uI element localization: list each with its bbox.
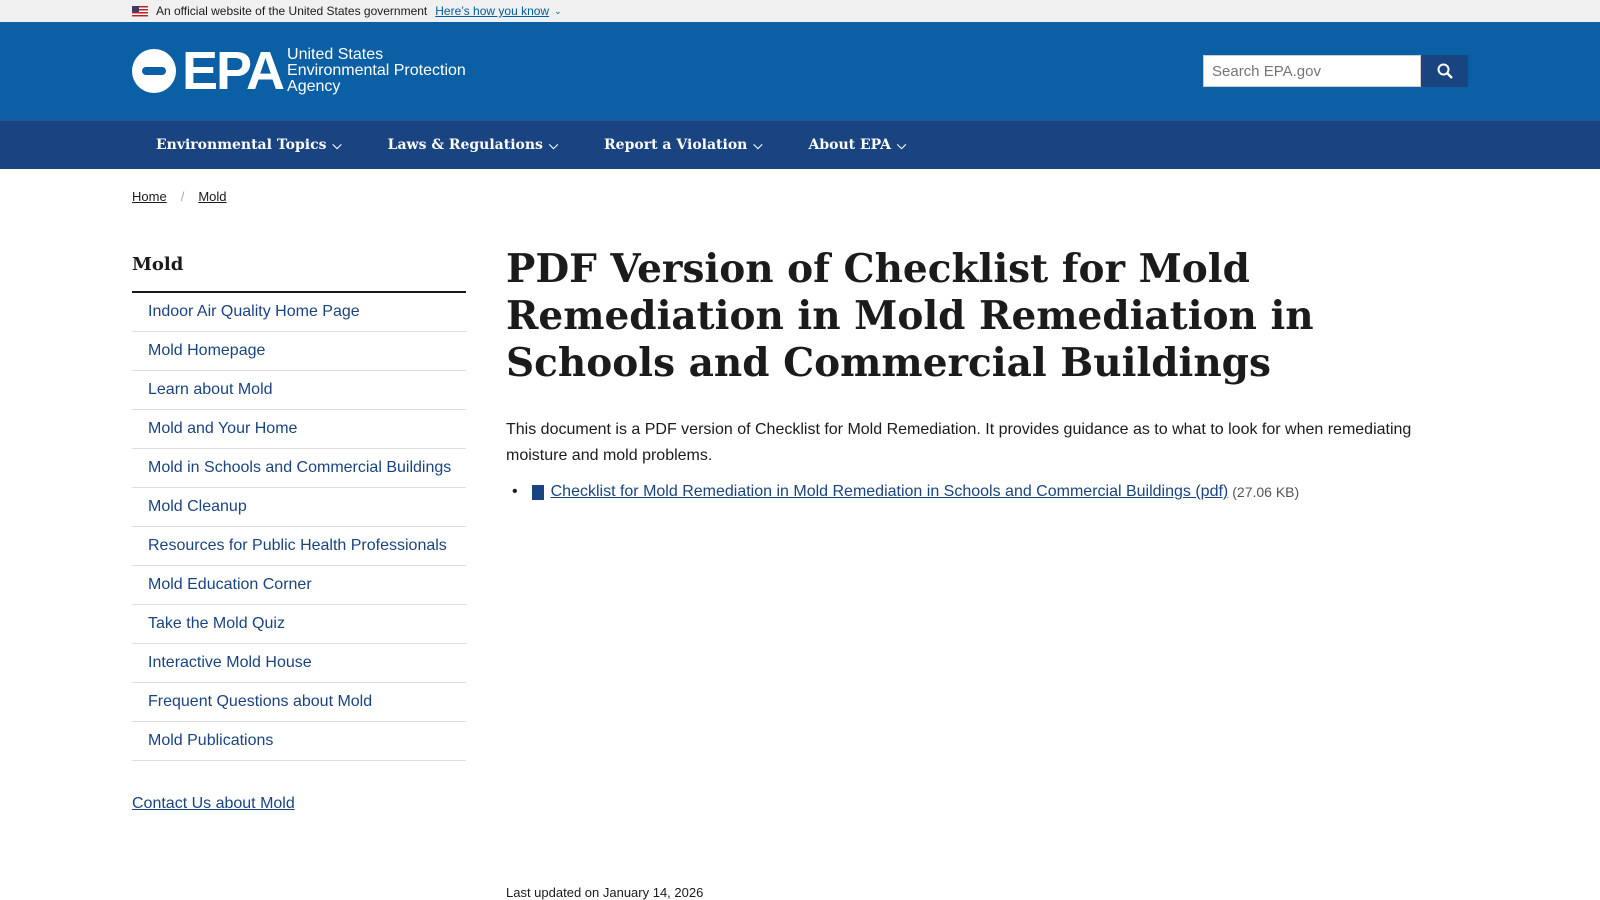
- sidebar-item[interactable]: Indoor Air Quality Home Page: [132, 293, 466, 332]
- chevron-down-icon: ⌵: [332, 137, 342, 152]
- page-description: This document is a PDF version of Checklist for Mold Remediation. It provides guidance as to what to look for when remediating moisture and mold problems.: [506, 421, 1412, 464]
- file-icon: [532, 485, 544, 500]
- sidebar-item[interactable]: Mold Homepage: [132, 332, 466, 371]
- search-icon: [1437, 63, 1453, 79]
- chevron-down-icon: ⌵: [897, 137, 907, 152]
- epa-logo[interactable]: [132, 40, 466, 102]
- nav-label: Report a Violation: [604, 137, 748, 153]
- site-header: [0, 22, 1600, 120]
- main-nav: [0, 120, 1600, 169]
- chevron-down-icon: ⌵: [548, 137, 559, 152]
- chevron-down-icon: ⌵: [753, 137, 763, 152]
- us-flag-icon: [132, 6, 148, 17]
- nav-laws-regulations[interactable]: [388, 137, 558, 153]
- last-updated: Last updated on January 14, 2026: [506, 885, 704, 900]
- gov-banner-text: An official website of the United States government: [156, 4, 428, 18]
- contact-us-link[interactable]: Contact Us about Mold: [132, 795, 295, 812]
- logo-mark: EPA: [182, 41, 284, 101]
- sidebar-item[interactable]: Mold Cleanup: [132, 488, 466, 527]
- sidebar-title: Mold: [132, 254, 466, 293]
- sidebar-item[interactable]: Mold and Your Home: [132, 410, 466, 449]
- search-button[interactable]: [1421, 55, 1468, 87]
- sidebar-item[interactable]: Interactive Mold House: [132, 644, 466, 683]
- breadcrumb-separator: /: [180, 189, 185, 204]
- sidebar-item[interactable]: Frequent Questions about Mold: [132, 683, 466, 722]
- nav-label: Laws & Regulations: [387, 137, 543, 153]
- pdf-download-link[interactable]: • Checklist for Mold Remediation in Mold Remediation in Schools and Commercial Buildings (pdf): [550, 483, 1229, 500]
- sidebar-item[interactable]: Mold Education Corner: [132, 566, 466, 605]
- breadcrumb-home[interactable]: Home: [132, 189, 167, 204]
- nav-about-epa[interactable]: [808, 137, 906, 153]
- breadcrumb: [0, 169, 1600, 204]
- search-input[interactable]: [1203, 55, 1421, 87]
- sidebar-item[interactable]: Learn about Mold: [132, 371, 466, 410]
- agency-line: United States: [287, 46, 384, 63]
- sidebar-item[interactable]: Resources for Public Health Professionals: [132, 527, 466, 566]
- nav-label: About EPA: [808, 137, 892, 153]
- agency-line: Environmental Protection: [287, 62, 466, 79]
- sidebar: [132, 254, 466, 813]
- page-title: PDF Version of Checklist for Mold Remediation in Mold Remediation in Schools and Commercial Buildings: [506, 246, 1314, 386]
- nav-label: Environmental Topics: [156, 137, 327, 153]
- agency-name: [287, 47, 466, 95]
- agency-line: Agency: [287, 78, 341, 95]
- nav-report-violation[interactable]: [604, 137, 762, 153]
- file-list: [506, 483, 1468, 501]
- chevron-down-icon: ⌄: [554, 5, 562, 16]
- heres-how-you-know-link[interactable]: Here’s how you know: [435, 4, 550, 18]
- gov-banner: [0, 0, 1600, 22]
- main-content: [506, 246, 1468, 813]
- sidebar-item[interactable]: Mold in Schools and Commercial Buildings: [132, 449, 466, 488]
- sidebar-item[interactable]: Mold Publications: [132, 722, 466, 761]
- search-form: [1203, 55, 1468, 87]
- list-item: [532, 483, 1468, 501]
- epa-seal-icon: [132, 49, 176, 93]
- breadcrumb-mold[interactable]: Mold: [198, 189, 227, 204]
- nav-environmental-topics[interactable]: [156, 137, 342, 153]
- file-size: (27.06 KB): [1232, 484, 1300, 500]
- sidebar-item[interactable]: Take the Mold Quiz: [132, 605, 466, 644]
